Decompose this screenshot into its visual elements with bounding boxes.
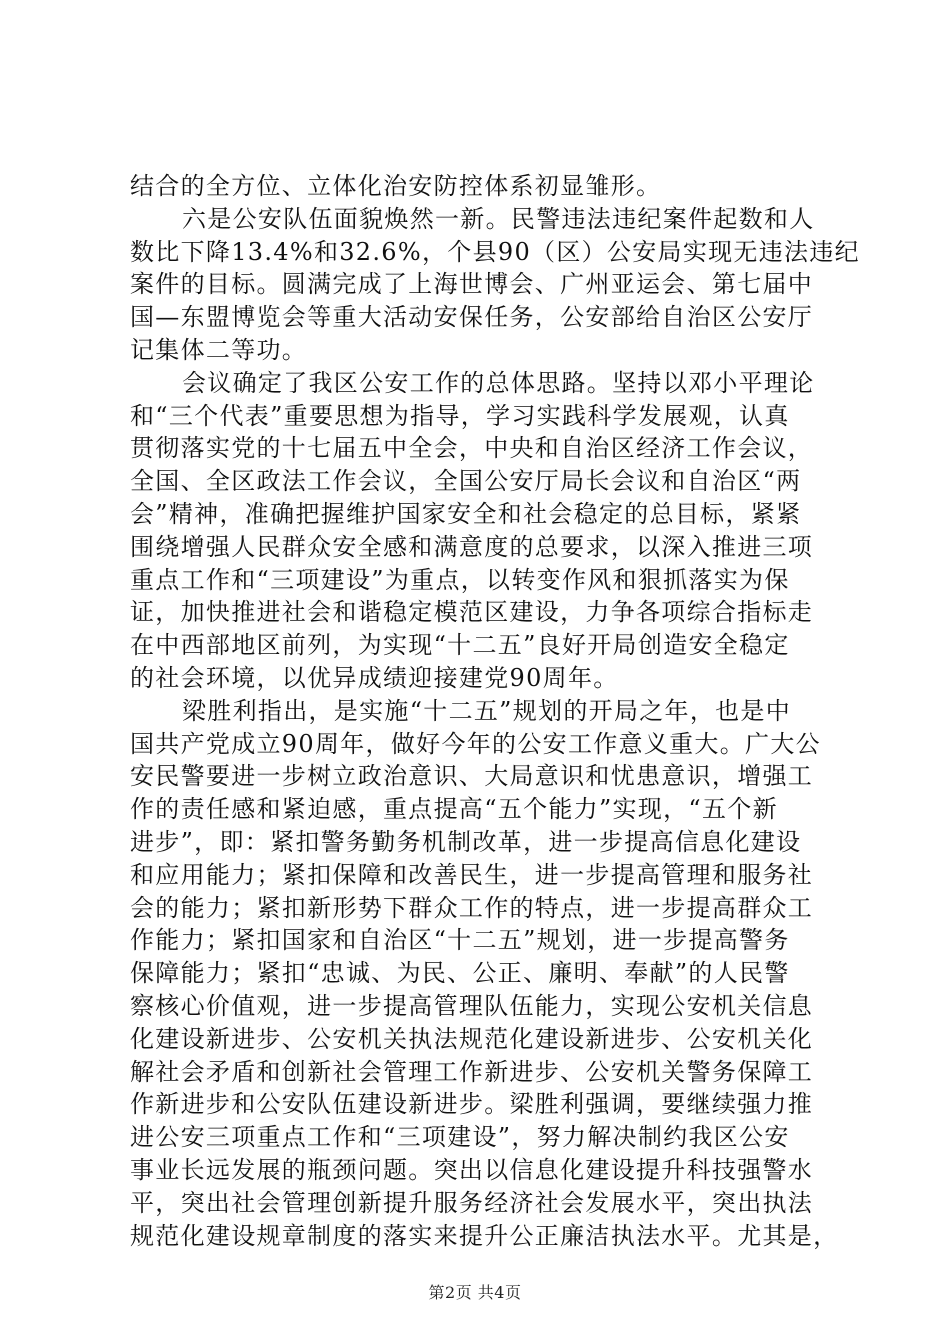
text-line: 的社会环境，以优异成绩迎接建党90周年。	[130, 663, 619, 692]
text-line: 安民警要进一步树立政治意识、大局意识和忧患意识，增强工	[130, 762, 814, 791]
text-line: 和应用能力；紧扣保障和改善民生，进一步提高管理和服务社	[130, 860, 814, 889]
text-line: 在中西部地区前列，为实现“十二五”良好开局创造安全稳定	[130, 631, 790, 660]
paragraph-start-line: 梁胜利指出，是实施“十二五”规划的开局之年，也是中	[182, 696, 792, 725]
text-line: 保障能力；紧扣“忠诚、为民、公正、廉明、奉献”的人民警	[130, 959, 790, 988]
text-line: 进步”，即：紧扣警务勤务机制改革，进一步提高信息化建设	[130, 827, 802, 856]
paragraph-start-line: 会议确定了我区公安工作的总体思路。坚持以邓小平理论	[182, 368, 815, 397]
text-line: 围绕增强人民群众安全感和满意度的总要求，以深入推进三项	[130, 532, 814, 561]
text-line: 作的责任感和紧迫感，重点提高“五个能力”实现，“五个新	[130, 795, 778, 824]
text-line: 作新进步和公安队伍建设新进步。梁胜利强调，要继续强力推	[130, 1090, 814, 1119]
text-line: 和“三个代表”重要思想为指导，学习实践科学发展观，认真	[130, 401, 790, 430]
text-line: 规范化建设规章制度的落实来提升公正廉洁执法水平。尤其是，	[130, 1221, 839, 1250]
text-line: 结合的全方位、立体化治安防控体系初显雏形。	[130, 172, 662, 200]
document-body	[130, 170, 860, 1252]
text-line: 国共产党成立90周年，做好今年的公安工作意义重大。广大公	[130, 729, 821, 758]
page-footer: 第2页 共4页	[428, 1283, 522, 1302]
text-line: 重点工作和“三项建设”为重点，以转变作风和狠抓落实为保	[130, 565, 790, 594]
text-line: 化建设新进步、公安机关执法规范化建设新进步、公安机关化	[130, 1024, 814, 1053]
text-line: 会的能力；紧扣新形势下群众工作的特点，进一步提高群众工	[130, 893, 814, 922]
paragraph-start-line: 六是公安队伍面貌焕然一新。民警违法违纪案件起数和人	[182, 204, 815, 233]
text-line: 国—东盟博览会等重大活动安保任务，公安部给自治区公安厅	[130, 303, 814, 332]
text-line: 察核心价值观，进一步提高管理队伍能力，实现公安机关信息	[130, 991, 814, 1020]
text-line: 证，加快推进社会和谐稳定模范区建设，力争各项综合指标走	[130, 598, 814, 627]
text-line: 贯彻落实党的十七届五中全会，中央和自治区经济工作会议，	[130, 434, 814, 463]
text-line: 平，突出社会管理创新提升服务经济社会发展水平，突出执法	[130, 1188, 814, 1217]
text-line: 会”精神，准确把握维护国家安全和社会稳定的总目标，紧紧	[130, 499, 802, 528]
text-line: 记集体二等功。	[130, 335, 308, 364]
text-line: 数比下降13.4%和32.6%，个县90（区）公安局实现无违法违纪	[130, 237, 860, 266]
text-line: 案件的目标。圆满完成了上海世博会、广州亚运会、第七届中	[130, 270, 814, 299]
text-line: 解社会矛盾和创新社会管理工作新进步、公安机关警务保障工	[130, 1057, 814, 1086]
text-line: 全国、全区政法工作会议，全国公安厅局长会议和自治区“两	[130, 467, 802, 496]
text-line: 进公安三项重点工作和“三项建设”，努力解决制约我区公安	[130, 1123, 790, 1152]
text-line: 作能力；紧扣国家和自治区“十二五”规划，进一步提高警务	[130, 926, 790, 955]
text-line: 事业长远发展的瓶颈问题。突出以信息化建设提升科技强警水	[130, 1155, 814, 1184]
